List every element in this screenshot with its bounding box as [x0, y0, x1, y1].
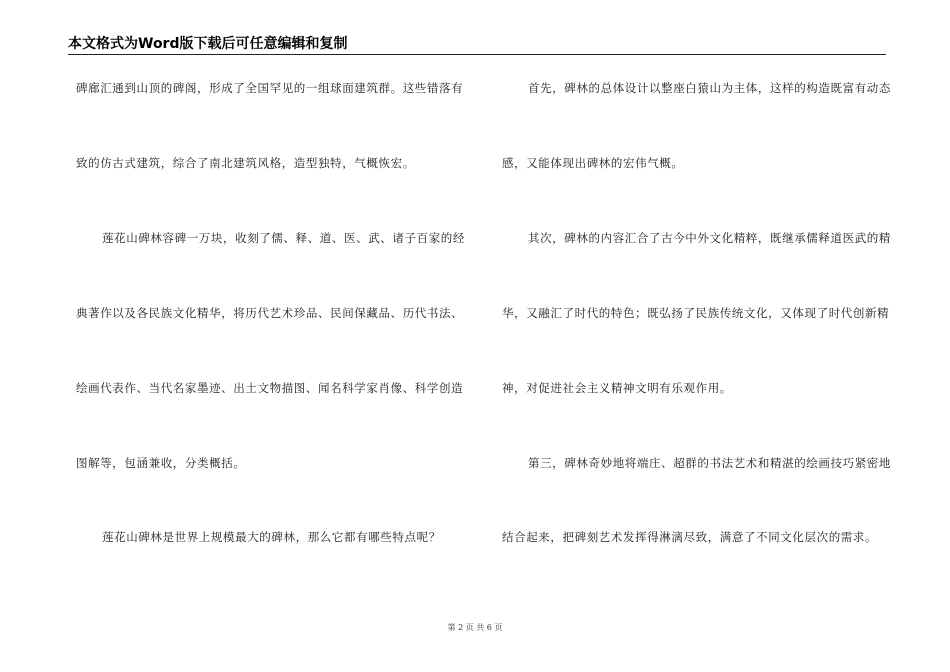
- left-line-3: 莲花山碑林容碑一万块，收刻了儒、释、道、医、武、诸子百家的经: [102, 231, 465, 245]
- right-line-6: 第三，碑林奇妙地将端庄、超群的书法艺术和精湛的绘画技巧紧密地: [528, 456, 891, 470]
- document-header-title: 本文格式为Word版下载后可任意编辑和复制: [68, 36, 348, 52]
- left-line-6: 图解等，包涵兼收，分类概括。: [76, 456, 246, 470]
- left-line-4: 典著作以及各民族文化精华，将历代艺术珍品、民间保藏品、历代书法、: [76, 306, 464, 320]
- left-line-2: 致的仿古式建筑，综合了南北建筑风格，造型独特，气概恢宏。: [76, 156, 415, 170]
- right-line-4: 华，又融汇了时代的特色；既弘扬了民族传统文化，又体现了时代创新精: [502, 306, 890, 320]
- right-line-3: 其次，碑林的内容汇合了古今中外文化精粹，既继承儒释道医武的精: [528, 231, 891, 245]
- document-header: [68, 30, 886, 55]
- left-line-5: 绘画代表作、当代名家墨迹、出土文物描图、闻名科学家肖像、科学创造: [76, 381, 464, 395]
- right-line-1: 首先，碑林的总体设计以整座白猿山为主体，这样的构造既富有动态: [528, 81, 891, 95]
- left-line-1: 碑廊汇通到山顶的碑阁，形成了全国罕见的一组球面建筑群。这些错落有: [76, 81, 464, 95]
- page-number: 第 2 页 共 6 页: [447, 623, 503, 632]
- right-line-5: 神，对促进社会主义精神文明有乐观作用。: [502, 381, 732, 395]
- right-line-2: 感，又能体现出碑林的宏伟气概。: [502, 156, 684, 170]
- left-line-7: 莲花山碑林是世界上规模最大的碑林，那么它都有哪些特点呢？: [102, 530, 441, 544]
- right-line-7: 结合起来，把碑刻艺术发挥得淋漓尽致，满意了不同文化层次的需求。: [502, 530, 878, 544]
